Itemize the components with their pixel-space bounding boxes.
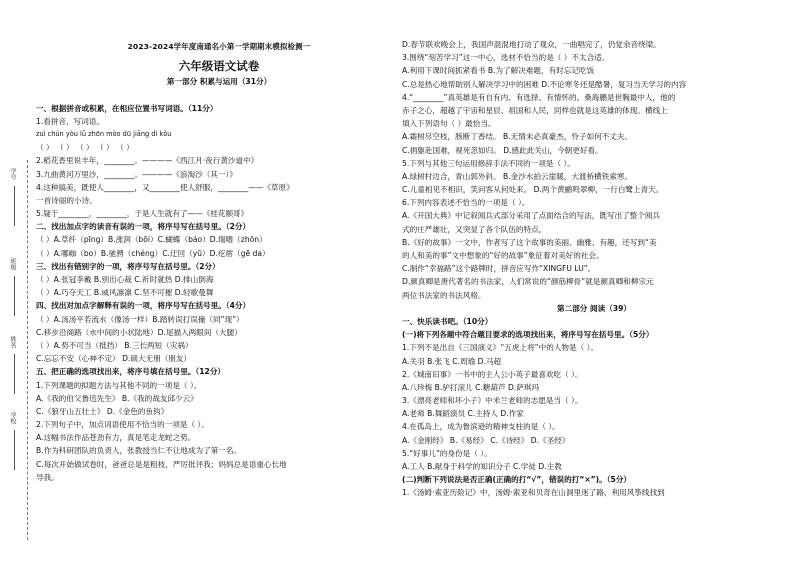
text-line: 6.下列内容表述不恰当的一项是（ ）。: [402, 198, 530, 208]
text-line: A.老师 B.舞蹈演员 C.主持人 D.作家: [402, 409, 524, 419]
section-heading: 二、找出加点字的读音有误的一项，将序号写在括号里。（2分）: [36, 222, 251, 232]
text-line: D.颜真卿是唐代著名的书法家，人们常说的“颜筋柳骨”就是颜真卿和柳宗元: [402, 277, 654, 287]
text-line: 的人和美的事”文中想象的“好的故事”象征着对美好的社会。: [402, 251, 604, 260]
section-heading: (二)判断下列说法是否正确(正确的打“√”，错误的打“×”)。（5分）: [402, 475, 632, 485]
text-line: 1.《汤姆·索亚历险记》中，汤姆·索亚和贝奇在山洞里迷了路，利用风筝线找到: [402, 488, 665, 498]
text-line: A.这幅书法作品苍劲有力，真是笔走龙蛇之势。: [36, 433, 196, 443]
text-line: 一首诗丽的小诗。: [36, 195, 97, 205]
text-line: 填入下列语句（ ）最恰当。: [402, 119, 496, 129]
text-line: C.总是热心地帮助别人解决学习中的困难 D.不论寒冬还是酷暑，复习当天学习的内容: [402, 79, 687, 89]
text-line: 赤子之心，超越了宇宙和星辰、祖国和人民，同样也就是这英雄的体现。横线上: [402, 105, 668, 115]
left-column: [36, 40, 402, 484]
cut-line: [27, 160, 28, 540]
text-line: A.工人 B.献身于科学的知识分子 C.学徒 D.主教: [402, 462, 562, 471]
text-line: A.利用下课时间抓紧看书 B.为了解决难题，有时忘记吃饭: [402, 66, 595, 76]
section-heading: 五、把正确的选项找出来，将序号填在括号里。（12分）: [36, 367, 226, 377]
text-line: B.作为科研团队的负责人，张教授当仁不让地成为了第一名。: [36, 446, 242, 456]
text-line: D.春节联欢晚会上，我国声混混地打动了观众，一曲唱完了，仍觉余音绕梁。: [402, 40, 661, 49]
text-line: C.捐躯赴国难，视死忽如归。 D.感此此关山，今朝更好看。: [402, 145, 603, 155]
text-line: A.《金刚经》 B.《易经》 C.《诗经》 D.《圣经》: [402, 435, 570, 445]
text-line: 3.围绕“刻苦学习”这一中心，选材不恰当的是（ ）不太合适。: [402, 53, 610, 63]
text-line: 2.《城南旧事》一书中的主人公小英子最喜欢吃（ ）。: [402, 369, 583, 379]
fill-line: [14, 276, 15, 316]
text-line: 式的庄严雄壮，又突显了各个队伍的特点。: [402, 224, 547, 234]
text-line: A.绿树村边合，青山郭外斜。 B.金沙水拍云崖暖，大渡桥横铁索寒。: [402, 171, 633, 181]
text-line: C.每次开始做试卷时，爸爸总是是粗枝，严厉批评我；妈妈总是语重心长地: [36, 459, 287, 469]
text-line: 导我。: [36, 472, 59, 482]
text-line: 2023-2024学年度南通名小第一学期期末模拟检测一: [127, 42, 311, 51]
text-line: 2.稻花香里说丰年，________。————《西江月·夜行黄沙道中》: [36, 156, 259, 166]
text-line: （ ）A.张冠李戴 B.别出心裁 C.祈时就热 D.排山倒海: [36, 275, 214, 284]
text-line: A.关羽 B.张飞 C.周瑜 D.马超: [402, 356, 502, 366]
text-line: A.《开国大典》中记叙阅兵式部分采用了点面结合的写法，既写出了整个阅兵: [402, 211, 661, 221]
text-line: C.移步沿阁路（水中间的小状陆地）D.尾描入两眼间（大腿）: [36, 327, 242, 337]
margin-label-class: 班级: [9, 258, 16, 270]
text-line: （ ）A.草纤（pīng）B.涨润（bōi）C.蝴蝶（báo）D.瑞嗜（zhōn）: [36, 235, 267, 245]
right-column: [402, 38, 786, 500]
text-line: C.《狼牙山五壮士》 D.《金色的鱼钩》: [36, 406, 169, 416]
text-line: （ ）A.巧夺天工 B.威风凛凛 C.坚不可摧 D.轻歌曼舞: [36, 288, 214, 298]
text-line: 4.“________”真英雄是有自有内、有选择、有情怀的。桑海鹏是世胸最中人，他的: [402, 92, 676, 102]
section-heading: 第一部分 积累与运用（31分）: [166, 77, 272, 87]
text-line: 4.这种搞美，既使人________，又________使人舒服，________——《草原》: [36, 182, 294, 192]
text-line: （ ）A.哪咖（bo）B.驰骋（chéng）C.迂回（yū）D.疙瘩（gē da）: [36, 248, 270, 258]
text-line: C.儿童相见不相识，笑问客从何处来。 D.两个黄鹂鸣翠柳，一行白鹭上青天。: [402, 185, 664, 195]
text-line: （ ） （ ） （ ） （ ） （ ）: [36, 143, 134, 153]
text-line: [36, 88, 402, 101]
text-line: A.八珍梅 B.驴打滚儿 C.糖葫芦 D.萨琪玛: [402, 382, 540, 392]
text-line: （ ）A.汤汤平若流水（像汤一样）B.踏转误打误撞（同“现”）: [36, 314, 244, 324]
text-line: 1.看拼音，写词语。: [36, 116, 104, 126]
text-line: 3.九曲黄河万里沙，________。————《浪淘沙（其一）》: [36, 169, 237, 179]
text-line: 5.疑于________，________，于是人生就有了——《桂花颐哥》: [36, 209, 249, 219]
margin-label-name: 姓名: [9, 336, 16, 348]
section-heading: 四、找出对加点字解释有误的一项，将序号写在括号里。（4分）: [36, 301, 251, 311]
text-line: C.忘忘不安（心神不定） D.硕大无朋（朋友）: [36, 354, 192, 364]
text-line: A.《我的伯父鲁迅先生》 B.《我的战友邱少云》: [36, 393, 198, 403]
text-line: C.制作“幸福路”这个路牌时，拼音应写作“XINGFU LU”。: [402, 264, 596, 274]
text-line: zuì chún yòu lǜ zhōn mòo dū jiāng dì kǒu: [36, 129, 172, 138]
text-line: 1.下列课题的拟题方法与其他不同的一项是（ ）。: [36, 380, 202, 390]
text-line: B.《好的故事》一文中，作者写了这个故事的美丽、幽雅、有趣，还写到“美: [402, 237, 657, 247]
section-heading: 三、找出有错别字的一项，将序号写在括号里。（2分）: [36, 261, 220, 271]
text-line: （ ）A.势不可当（抵挡） B.三长两短（灾祸）: [36, 340, 193, 350]
text-line: 3.《漂亮老师和坏小子》中米兰老师的志愿是当（ ）。: [402, 396, 583, 406]
text-line: 1.下列不是出自《三国演义》“五虎上将”中的人物是（ ）。: [402, 343, 598, 353]
margin-label-student-id: 学号: [9, 168, 16, 180]
text-line: 2.下列句子中，加点词语使用不恰当的一项是（ ）。: [36, 420, 209, 430]
section-heading: (一)将下列各题中符合题目要求的选项找出来，将序号写在括号里。（5分）: [402, 330, 654, 340]
text-line: 两位书法家的书法风格。: [402, 290, 486, 300]
section-heading: 一、快乐读书吧。（10分）: [402, 316, 493, 326]
margin-label-school: 学校: [9, 412, 16, 424]
fill-line: [14, 354, 15, 394]
text-line: 5.“好事儿”的身份是（ ）。: [402, 448, 492, 458]
fill-line: [14, 186, 15, 226]
fill-line: [14, 430, 15, 470]
binding-margin: [0, 0, 40, 561]
text-line: 5.下列与其他三句运用修辞手法不同的一项是（ ）。: [402, 158, 575, 168]
section-heading: 第二部分 阅读（39）: [557, 303, 631, 313]
text-line: 六年级语文试卷: [178, 59, 260, 74]
text-line: A.霜树尽空枝，肠断丁香结。 B.无情未必真豪杰，怜子如何不丈夫。: [402, 132, 633, 142]
text-line: 4.在孤岛上，成为鲁滨逊的精神支柱的是（ ）。: [402, 422, 560, 432]
section-heading: 一、根据拼音或积累，在相应位置书写词语。（11分）: [36, 103, 218, 113]
